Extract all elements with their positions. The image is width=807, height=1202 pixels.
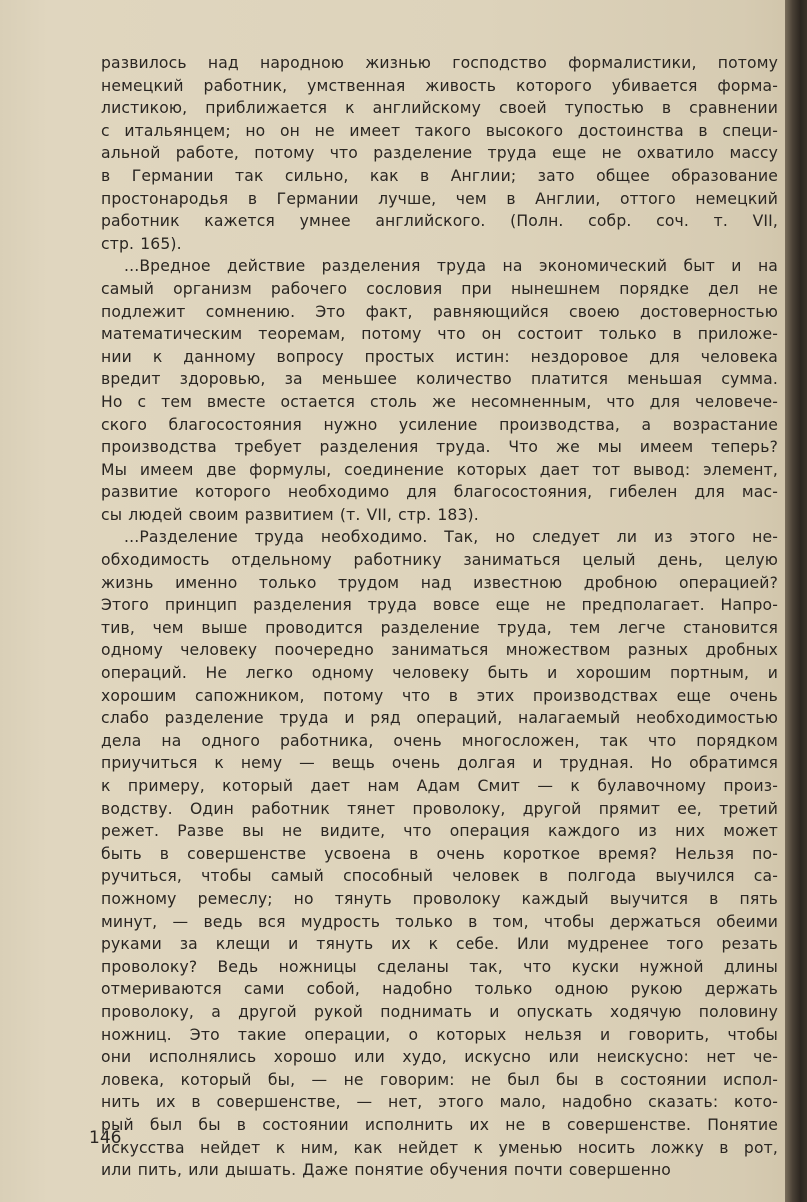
text-line: развилось над народною жизнью господство формалистики, потому bbox=[101, 54, 778, 72]
text-line: нии к данному вопросу простых истин: нездоровое для человека bbox=[101, 347, 778, 366]
text-line: они исполнялись хорошо или худо, искусно или неискусно: нет че- bbox=[101, 1048, 778, 1067]
text-line: Мы имеем две формулы, соединение которых дает тот вывод: элемент, bbox=[101, 460, 778, 479]
paragraph bbox=[101, 52, 778, 255]
body-text bbox=[101, 52, 778, 1182]
paragraph bbox=[101, 526, 778, 1181]
text-line: искусства нейдет к ним, как нейдет к уменью носить ложку в рот, bbox=[101, 1138, 778, 1157]
text-line: или пить, или дышать. Даже понятие обучения почти совершенно bbox=[101, 1161, 671, 1180]
text-line: альной работе, потому что разделение труда еще не охватило массу bbox=[101, 144, 778, 163]
text-line: операций. Не легко одному человеку быть и хорошим портным, и bbox=[101, 664, 778, 683]
text-line: руками за клещи и тянуть их к себе. Или мудренее того резать bbox=[101, 935, 778, 954]
text-line: тив, чем выше проводится разделение труда, тем легче становится bbox=[101, 618, 778, 637]
text-line: Этого принцип разделения труда вовсе еще не предполагает. Напро- bbox=[101, 596, 778, 615]
text-line: математическим теоремам, потому что он состоит только в приложе- bbox=[101, 325, 778, 344]
text-line: работник кажется умнее английского. (Полн. собр. соч. т. VII, bbox=[101, 212, 778, 231]
text-line: проволоку? Ведь ножницы сделаны так, что куски нужной длины bbox=[101, 957, 778, 976]
text-line: ножниц. Это такие операции, о которых нельзя и говорить, чтобы bbox=[101, 1025, 778, 1044]
text-line: к примеру, который дает нам Адам Смит — к булавочному произ- bbox=[101, 777, 778, 795]
text-line: водству. Один работник тянет проволоку, другой прямит ее, третий bbox=[101, 799, 778, 818]
text-line: приучиться к нему — вещь очень долгая и трудная. Но обратимся bbox=[101, 754, 778, 773]
text-line: ского благосостояния нужно усиление производства, а возрастание bbox=[101, 415, 778, 434]
text-line: рый был бы в состоянии исполнить их не в совершенстве. Понятие bbox=[101, 1115, 778, 1134]
text-line: немецкий работник, умственная живость которого убивается форма- bbox=[101, 76, 778, 95]
text-line: слабо разделение труда и ряд операций, налагаемый необходимостью bbox=[101, 709, 778, 728]
text-line: с итальянцем; но он не имеет такого высокого достоинства в специ- bbox=[101, 121, 778, 140]
text-line: в Германии так сильно, как в Англии; зато общее образование bbox=[101, 166, 778, 185]
text-line: ...Разделение труда необходимо. Так, но следует ли из этого не- bbox=[124, 528, 778, 547]
text-line: развитие которого необходимо для благосостояния, гибелен для мас- bbox=[101, 483, 778, 502]
page-number: 146 bbox=[89, 1128, 122, 1148]
text-line: ручиться, чтобы самый способный человек в полгода выучился са- bbox=[101, 867, 778, 886]
text-line: быть в совершенстве усвоена в очень короткое время? Нельзя по- bbox=[101, 844, 778, 863]
paragraph bbox=[101, 255, 778, 526]
text-line: обходимость отдельному работнику заниматься целый день, целую bbox=[101, 551, 778, 570]
text-line: пожному ремеслу; но тянуть проволоку каждый выучится в пять bbox=[101, 889, 778, 908]
text-line: отмериваются сами собой, надобно только одною рукою держать bbox=[101, 980, 778, 999]
text-line: ловека, который бы, — не говорим: не был бы в состоянии испол- bbox=[101, 1070, 778, 1089]
book-spine-edge bbox=[785, 0, 807, 1202]
text-line: минут, — ведь вся мудрость только в том, чтобы держаться обеими bbox=[101, 912, 778, 931]
text-line: вредит здоровью, за меньшее количество платится меньшая сумма. bbox=[101, 370, 778, 389]
text-line: сы людей своим развитием (т. VII, стр. 183). bbox=[101, 505, 479, 524]
text-line: одному человеку поочередно заниматься множеством разных дробных bbox=[101, 641, 778, 660]
text-line: стр. 165). bbox=[101, 234, 182, 253]
text-line: Но с тем вместе остается столь же несомненным, что для человече- bbox=[101, 392, 778, 411]
text-line: жизнь именно только трудом над известною дробною операцией? bbox=[101, 573, 778, 592]
text-line: ...Вредное действие разделения труда на экономический быт и на bbox=[124, 257, 778, 276]
text-line: подлежит сомнению. Это факт, равняющийся своею достоверностью bbox=[101, 302, 778, 321]
text-line: дела на одного работника, очень многосложен, так что порядком bbox=[101, 731, 778, 750]
text-line: проволоку, а другой рукой поднимать и опускать ходячую половину bbox=[101, 1002, 778, 1021]
text-line: простонародья в Германии лучше, чем в Англии, оттого немецкий bbox=[101, 189, 778, 208]
text-line: нить их в совершенстве, — нет, этого мало, надобно сказать: кото- bbox=[101, 1093, 778, 1112]
text-line: производства требует разделения труда. Что же мы имеем теперь? bbox=[101, 438, 778, 457]
text-line: хорошим сапожником, потому что в этих производствах еще очень bbox=[101, 686, 778, 705]
text-line: режет. Разве вы не видите, что операция каждого из них может bbox=[101, 822, 778, 841]
text-line: листикою, приближается к английскому своей тупостью в сравнении bbox=[101, 99, 778, 118]
text-line: самый организм рабочего сословия при нынешнем порядке дел не bbox=[101, 279, 778, 298]
